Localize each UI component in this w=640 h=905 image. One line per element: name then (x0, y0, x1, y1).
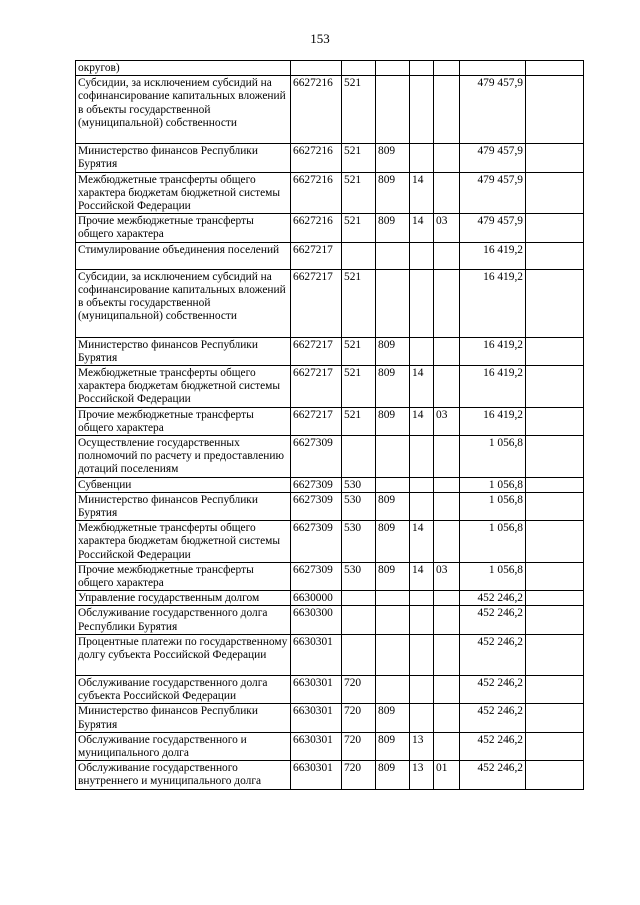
expense-type-code-cell (342, 606, 376, 634)
extra-cell (526, 242, 584, 269)
target-article-code-cell: 6630301 (291, 732, 342, 760)
section-code-cell: 14 (410, 366, 434, 408)
table-row (76, 732, 584, 760)
table-row (76, 76, 584, 144)
amount-cell: 1 056,8 (460, 562, 526, 590)
extra-cell (526, 214, 584, 242)
section-code-cell (410, 634, 434, 675)
row-name-cell: Межбюджетные трансферты общего характера бюджетам бюджетной системы Российской Федерации (76, 521, 291, 563)
expense-type-code-cell (342, 634, 376, 675)
row-name-cell: Процентные платежи по государственному долгу субъекта Российской Федерации (76, 634, 291, 675)
ministry-code-cell: 809 (376, 732, 410, 760)
expense-type-code-cell: 521 (342, 407, 376, 435)
ministry-code-cell: 809 (376, 407, 410, 435)
target-article-code-cell: 6627309 (291, 492, 342, 520)
extra-cell (526, 436, 584, 478)
expense-type-code-cell: 530 (342, 521, 376, 563)
section-code-cell: 13 (410, 761, 434, 789)
target-article-code-cell: 6627216 (291, 172, 342, 214)
subsection-code-cell (434, 675, 460, 703)
extra-cell (526, 606, 584, 634)
amount-cell: 1 056,8 (460, 436, 526, 478)
section-code-cell (410, 606, 434, 634)
subsection-code-cell (434, 591, 460, 606)
ministry-code-cell (376, 242, 410, 269)
ministry-code-cell (376, 76, 410, 144)
row-name-cell: округов) (76, 61, 291, 76)
target-article-code-cell: 6627217 (291, 269, 342, 337)
row-name-cell: Осуществление государственных полномочий по расчету и предоставлению дотаций поселениям (76, 436, 291, 478)
section-code-cell (410, 675, 434, 703)
subsection-code-cell: 03 (434, 214, 460, 242)
target-article-code-cell: 6627309 (291, 477, 342, 492)
amount-cell: 479 457,9 (460, 172, 526, 214)
table-row (76, 366, 584, 408)
ministry-code-cell (376, 606, 410, 634)
extra-cell (526, 144, 584, 172)
target-article-code-cell (291, 61, 342, 76)
subsection-code-cell (434, 76, 460, 144)
table-row (76, 172, 584, 214)
target-article-code-cell: 6627309 (291, 521, 342, 563)
extra-cell (526, 704, 584, 732)
expense-type-code-cell: 521 (342, 337, 376, 365)
section-code-cell (410, 337, 434, 365)
table-row (76, 562, 584, 590)
target-article-code-cell: 6627309 (291, 562, 342, 590)
ministry-code-cell: 809 (376, 214, 410, 242)
expense-type-code-cell: 720 (342, 732, 376, 760)
amount-cell: 16 419,2 (460, 242, 526, 269)
table-row (76, 407, 584, 435)
section-code-cell (410, 242, 434, 269)
subsection-code-cell (434, 337, 460, 365)
table-row (76, 704, 584, 732)
amount-cell: 1 056,8 (460, 477, 526, 492)
row-name-cell: Прочие межбюджетные трансферты общего характера (76, 562, 291, 590)
expense-type-code-cell (342, 242, 376, 269)
section-code-cell (410, 269, 434, 337)
table-row (76, 492, 584, 520)
section-code-cell (410, 477, 434, 492)
table-row (76, 675, 584, 703)
row-name-cell: Межбюджетные трансферты общего характера бюджетам бюджетной системы Российской Федерации (76, 366, 291, 408)
subsection-code-cell: 03 (434, 407, 460, 435)
table-row (76, 761, 584, 789)
amount-cell: 452 246,2 (460, 732, 526, 760)
expense-type-code-cell: 521 (342, 214, 376, 242)
extra-cell (526, 269, 584, 337)
target-article-code-cell: 6630301 (291, 704, 342, 732)
amount-cell: 1 056,8 (460, 492, 526, 520)
row-name-cell: Межбюджетные трансферты общего характера бюджетам бюджетной системы Российской Федерации (76, 172, 291, 214)
extra-cell (526, 477, 584, 492)
section-code-cell: 14 (410, 562, 434, 590)
section-code-cell: 13 (410, 732, 434, 760)
target-article-code-cell: 6627216 (291, 214, 342, 242)
row-name-cell: Прочие межбюджетные трансферты общего характера (76, 214, 291, 242)
section-code-cell: 14 (410, 214, 434, 242)
section-code-cell (410, 436, 434, 478)
subsection-code-cell (434, 436, 460, 478)
amount-cell: 479 457,9 (460, 144, 526, 172)
amount-cell: 479 457,9 (460, 214, 526, 242)
row-name-cell: Обслуживание государственного долга субъекта Российской Федерации (76, 675, 291, 703)
row-name-cell: Обслуживание государственного и муниципального долга (76, 732, 291, 760)
page-number: 153 (310, 31, 330, 46)
subsection-code-cell (434, 242, 460, 269)
target-article-code-cell: 6627217 (291, 407, 342, 435)
subsection-code-cell (434, 61, 460, 76)
extra-cell (526, 76, 584, 144)
ministry-code-cell: 809 (376, 521, 410, 563)
budget-table (75, 60, 584, 790)
subsection-code-cell: 01 (434, 761, 460, 789)
amount-cell: 452 246,2 (460, 704, 526, 732)
extra-cell (526, 634, 584, 675)
subsection-code-cell (434, 634, 460, 675)
row-name-cell: Министерство финансов Республики Бурятия (76, 337, 291, 365)
ministry-code-cell: 809 (376, 144, 410, 172)
row-name-cell: Министерство финансов Республики Бурятия (76, 144, 291, 172)
section-code-cell (410, 492, 434, 520)
row-name-cell: Обслуживание государственного внутреннего и муниципального долга (76, 761, 291, 789)
section-code-cell (410, 76, 434, 144)
table-row (76, 337, 584, 365)
amount-cell: 1 056,8 (460, 521, 526, 563)
target-article-code-cell: 6627216 (291, 76, 342, 144)
table-row (76, 436, 584, 478)
ministry-code-cell: 809 (376, 337, 410, 365)
row-name-cell: Субсидии, за исключением субсидий на софинансирование капитальных вложений в объекты государственной (муниципальной) собственности (76, 269, 291, 337)
ministry-code-cell: 809 (376, 562, 410, 590)
ministry-code-cell: 809 (376, 172, 410, 214)
row-name-cell: Министерство финансов Республики Бурятия (76, 704, 291, 732)
subsection-code-cell (434, 172, 460, 214)
table-row (76, 61, 584, 76)
expense-type-code-cell (342, 591, 376, 606)
row-name-cell: Прочие межбюджетные трансферты общего характера (76, 407, 291, 435)
expense-type-code-cell: 521 (342, 144, 376, 172)
row-name-cell: Управление государственным долгом (76, 591, 291, 606)
budget-table-body (76, 61, 584, 790)
target-article-code-cell: 6630000 (291, 591, 342, 606)
extra-cell (526, 61, 584, 76)
ministry-code-cell: 809 (376, 761, 410, 789)
target-article-code-cell: 6630301 (291, 761, 342, 789)
extra-cell (526, 761, 584, 789)
expense-type-code-cell: 521 (342, 269, 376, 337)
target-article-code-cell: 6627217 (291, 337, 342, 365)
ministry-code-cell: 809 (376, 366, 410, 408)
amount-cell: 16 419,2 (460, 407, 526, 435)
ministry-code-cell (376, 269, 410, 337)
expense-type-code-cell: 530 (342, 492, 376, 520)
extra-cell (526, 562, 584, 590)
extra-cell (526, 591, 584, 606)
target-article-code-cell: 6630300 (291, 606, 342, 634)
subsection-code-cell (434, 366, 460, 408)
target-article-code-cell: 6627217 (291, 242, 342, 269)
section-code-cell (410, 704, 434, 732)
expense-type-code-cell: 530 (342, 477, 376, 492)
section-code-cell (410, 61, 434, 76)
target-article-code-cell: 6627309 (291, 436, 342, 478)
extra-cell (526, 366, 584, 408)
extra-cell (526, 492, 584, 520)
section-code-cell (410, 591, 434, 606)
expense-type-code-cell: 720 (342, 675, 376, 703)
row-name-cell: Обслуживание государственного долга Республики Бурятия (76, 606, 291, 634)
amount-cell: 16 419,2 (460, 337, 526, 365)
subsection-code-cell (434, 492, 460, 520)
subsection-code-cell (434, 477, 460, 492)
section-code-cell: 14 (410, 407, 434, 435)
table-row (76, 606, 584, 634)
ministry-code-cell (376, 477, 410, 492)
amount-cell (460, 61, 526, 76)
row-name-cell: Субсидии, за исключением субсидий на софинансирование капитальных вложений в объекты государственной (муниципальной) собственности (76, 76, 291, 144)
row-name-cell: Министерство финансов Республики Бурятия (76, 492, 291, 520)
expense-type-code-cell (342, 436, 376, 478)
amount-cell: 452 246,2 (460, 606, 526, 634)
extra-cell (526, 172, 584, 214)
section-code-cell: 14 (410, 521, 434, 563)
ministry-code-cell: 809 (376, 492, 410, 520)
extra-cell (526, 407, 584, 435)
amount-cell: 16 419,2 (460, 269, 526, 337)
table-row (76, 144, 584, 172)
expense-type-code-cell: 521 (342, 76, 376, 144)
ministry-code-cell (376, 591, 410, 606)
expense-type-code-cell: 530 (342, 562, 376, 590)
subsection-code-cell (434, 144, 460, 172)
table-row (76, 242, 584, 269)
subsection-code-cell (434, 521, 460, 563)
target-article-code-cell: 6630301 (291, 634, 342, 675)
table-row (76, 214, 584, 242)
ministry-code-cell: 809 (376, 704, 410, 732)
subsection-code-cell (434, 704, 460, 732)
extra-cell (526, 337, 584, 365)
ministry-code-cell (376, 61, 410, 76)
table-row (76, 591, 584, 606)
amount-cell: 452 246,2 (460, 591, 526, 606)
target-article-code-cell: 6630301 (291, 675, 342, 703)
ministry-code-cell (376, 675, 410, 703)
expense-type-code-cell (342, 61, 376, 76)
ministry-code-cell (376, 436, 410, 478)
target-article-code-cell: 6627217 (291, 366, 342, 408)
amount-cell: 479 457,9 (460, 76, 526, 144)
section-code-cell (410, 144, 434, 172)
subsection-code-cell (434, 269, 460, 337)
expense-type-code-cell: 521 (342, 366, 376, 408)
row-name-cell: Субвенции (76, 477, 291, 492)
extra-cell (526, 675, 584, 703)
subsection-code-cell: 03 (434, 562, 460, 590)
amount-cell: 452 246,2 (460, 634, 526, 675)
amount-cell: 452 246,2 (460, 761, 526, 789)
section-code-cell: 14 (410, 172, 434, 214)
expense-type-code-cell: 720 (342, 704, 376, 732)
subsection-code-cell (434, 732, 460, 760)
row-name-cell: Стимулирование объединения поселений (76, 242, 291, 269)
table-row (76, 269, 584, 337)
subsection-code-cell (434, 606, 460, 634)
target-article-code-cell: 6627216 (291, 144, 342, 172)
extra-cell (526, 732, 584, 760)
table-row (76, 521, 584, 563)
extra-cell (526, 521, 584, 563)
table-row (76, 477, 584, 492)
expense-type-code-cell: 521 (342, 172, 376, 214)
expense-type-code-cell: 720 (342, 761, 376, 789)
ministry-code-cell (376, 634, 410, 675)
table-row (76, 634, 584, 675)
amount-cell: 16 419,2 (460, 366, 526, 408)
amount-cell: 452 246,2 (460, 675, 526, 703)
